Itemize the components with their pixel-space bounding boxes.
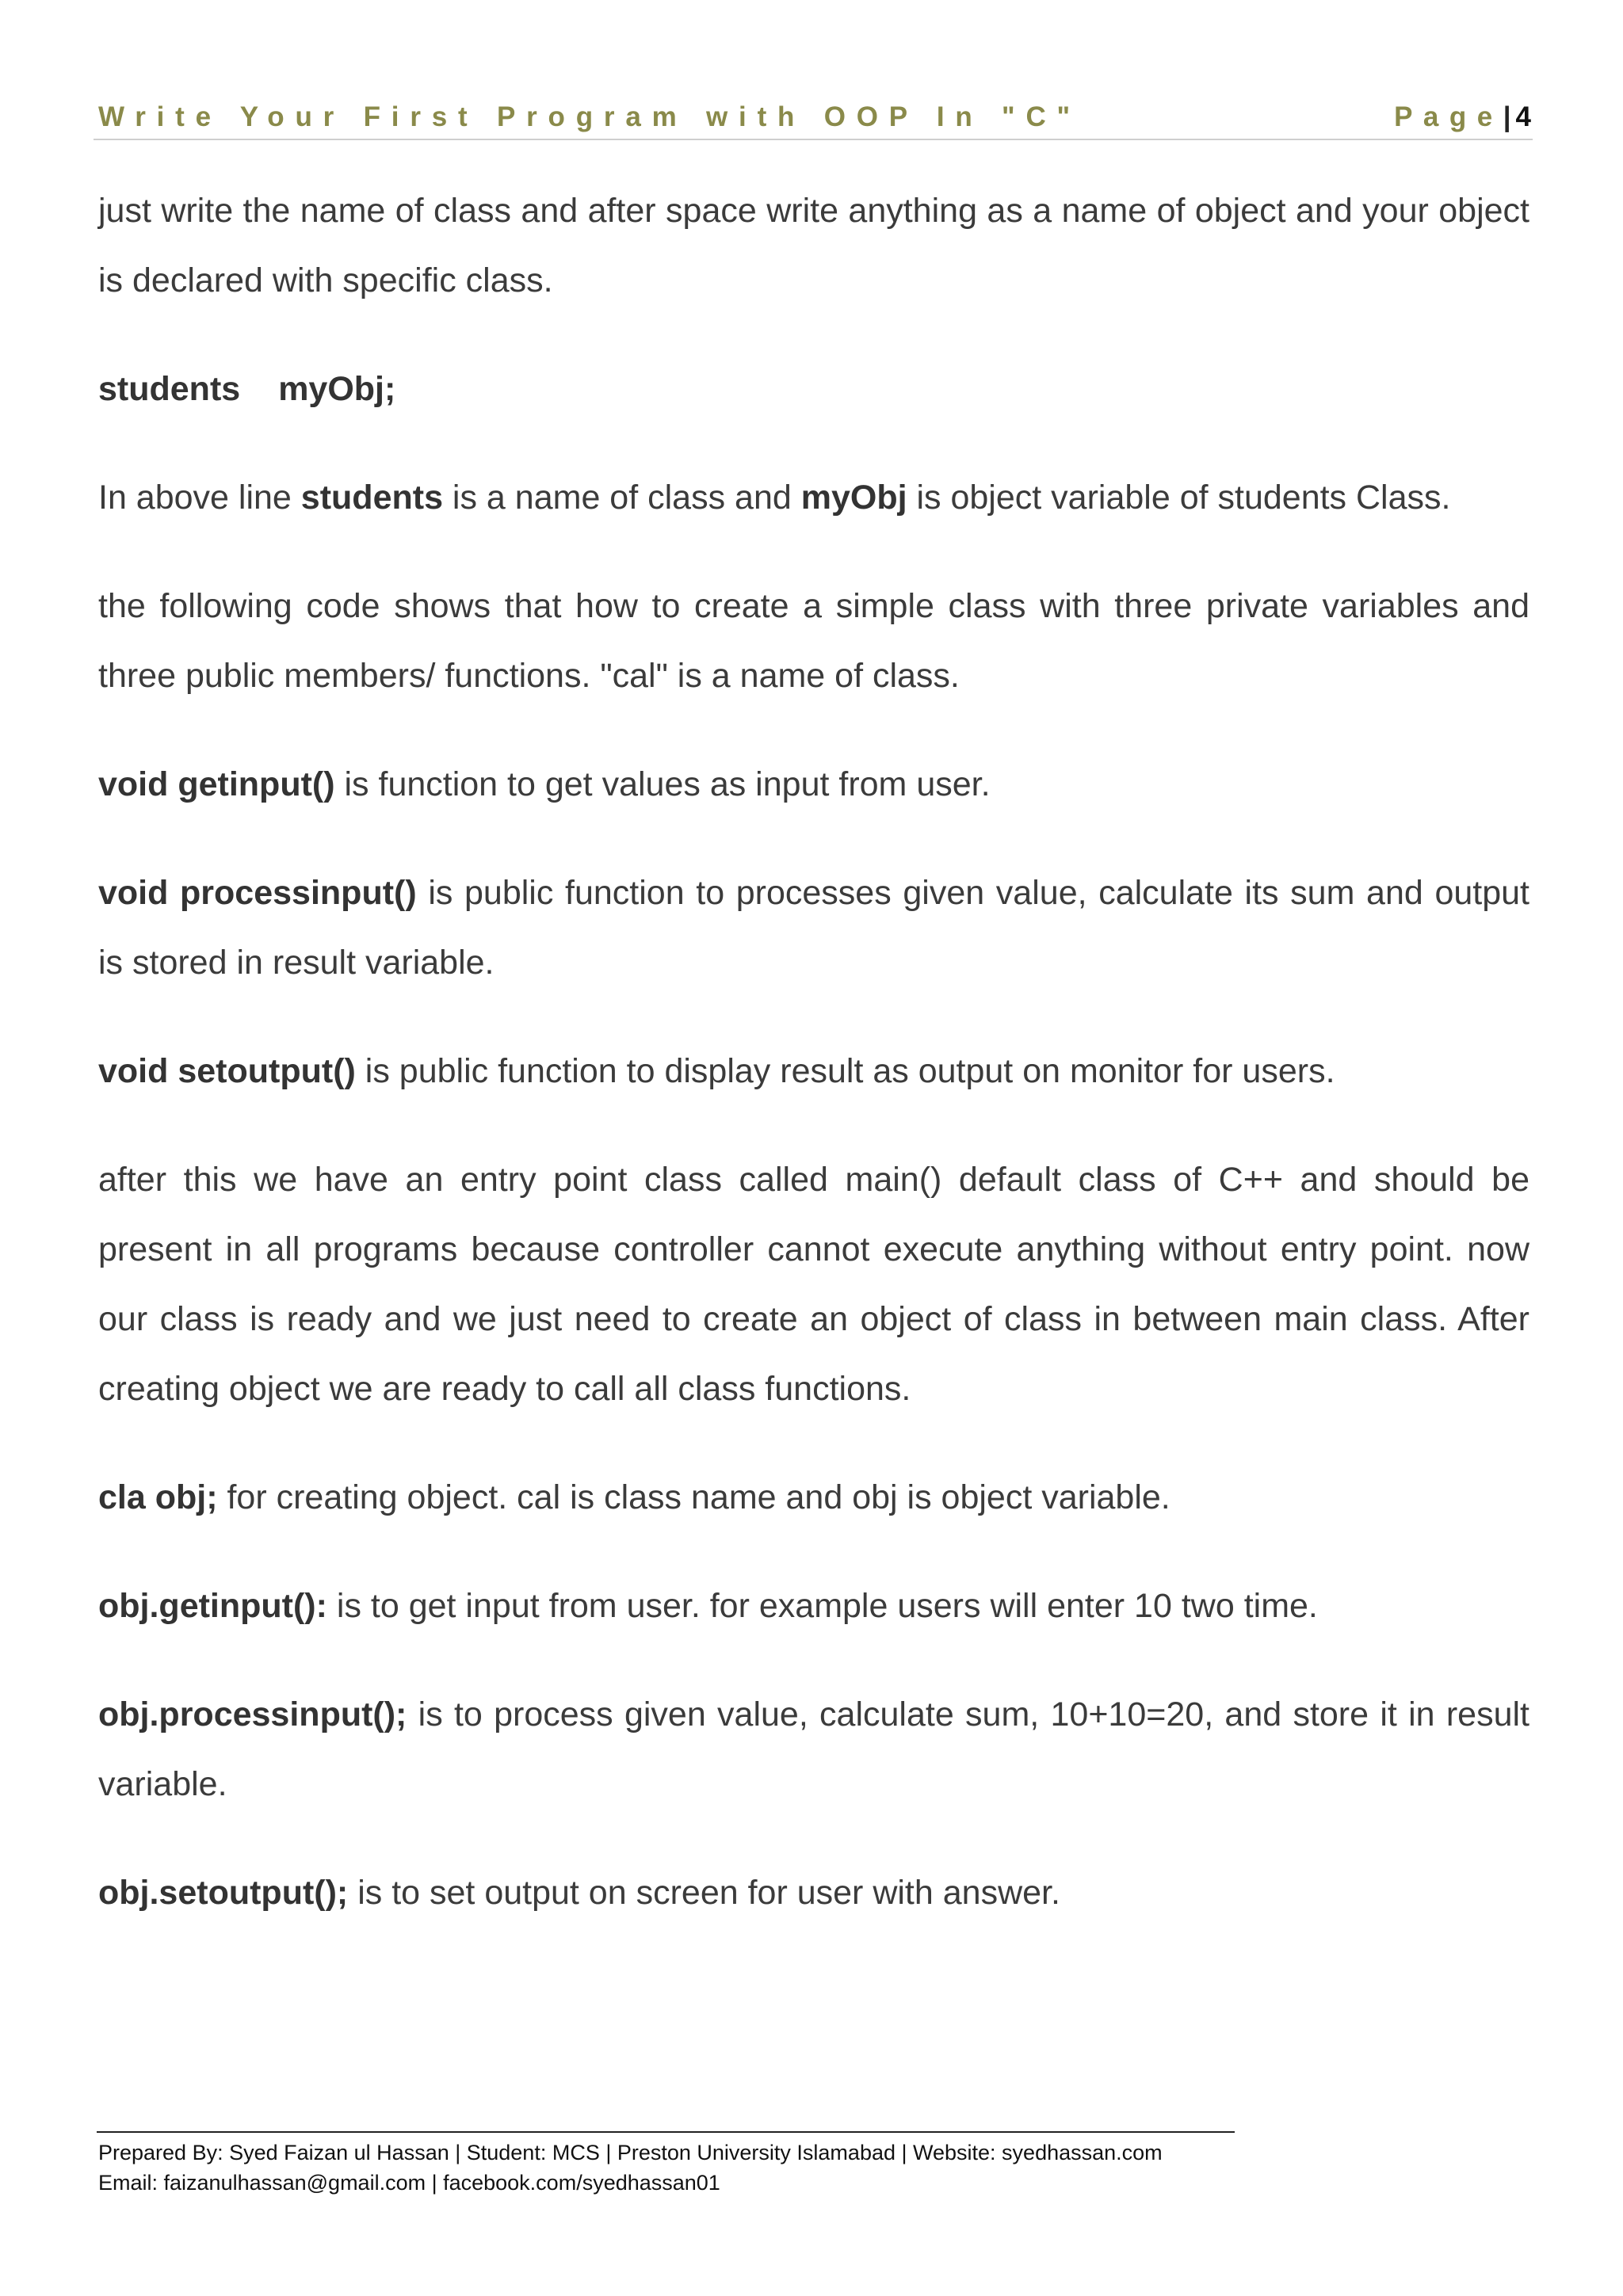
code-object-name: myObj;	[278, 370, 396, 408]
header-page-indicator	[1394, 101, 1531, 133]
footer-line-author: Prepared By: Syed Faizan ul Hassan | Student: MCS | Preston University Islamabad | Website: syedhassan.com	[98, 2141, 1163, 2164]
header-divider	[94, 139, 1533, 140]
text-segment: is public function to display result as output on monitor for users.	[355, 1052, 1335, 1090]
header-page-number: 4	[1515, 101, 1531, 132]
text-segment: is object variable of students Class.	[907, 479, 1451, 517]
paragraph-setoutput	[98, 1036, 1529, 1106]
paragraph-cla-obj	[98, 1463, 1529, 1532]
page-header	[97, 98, 1531, 138]
paragraph-obj-setoutput	[98, 1858, 1529, 1928]
bold-term-myobj: myObj	[800, 479, 907, 517]
bold-term-obj-setoutput: obj.setoutput();	[98, 1874, 349, 1912]
paragraph-obj-getinput	[98, 1571, 1529, 1641]
text-segment: is to process given value, calculate sum, 10+10=20, and store it in result variable.	[98, 1695, 1529, 1803]
bold-term-obj-getinput: obj.getinput():	[98, 1587, 327, 1625]
page-body	[98, 176, 1529, 1966]
paragraph-object-declaration: just write the name of class and after space write anything as a name of object and your object is declared with specific class.	[98, 192, 1529, 299]
bold-term-cla-obj: cla obj;	[98, 1478, 218, 1516]
bold-term-processinput: void processinput()	[98, 874, 417, 912]
paragraph-following-code: the following code shows that how to create a simple class with three private variables and three public members/ functions. "cal" is a name of class.	[98, 587, 1529, 695]
text-segment: for creating object. cal is class name and obj is object variable.	[217, 1478, 1170, 1516]
paragraph-above-line	[98, 463, 1529, 532]
text-segment: In above line	[98, 479, 301, 517]
header-page-separator: |	[1503, 101, 1511, 132]
bold-term-students: students	[300, 479, 443, 517]
text-segment: is to set output on screen for user with answer.	[348, 1874, 1060, 1912]
code-line-students-myobj	[98, 354, 1529, 424]
footer-divider	[97, 2131, 1235, 2133]
bold-term-getinput: void getinput()	[98, 765, 335, 803]
text-segment: is function to get values as input from user.	[334, 765, 991, 803]
code-class-name: students	[98, 370, 241, 408]
text-segment: is public function to processes given value, calculate its sum and output is stored in result variable.	[98, 874, 1529, 982]
text-segment: is a name of class and	[442, 479, 801, 517]
paragraph-obj-processinput	[98, 1680, 1529, 1819]
header-title: Write Your First Program with OOP In "C"	[98, 101, 1081, 132]
text-segment: is to get input from user. for example users will enter 10 two time.	[327, 1587, 1318, 1625]
paragraph-processinput	[98, 858, 1529, 997]
paragraph-getinput	[98, 749, 1529, 819]
paragraph-entry-point: after this we have an entry point class called main() default class of C++ and should be present in all programs because controller cannot execute anything without entry point. now our class is ready and we just need to create an object of class in between main class. After creating object we are ready to call all class functions.	[98, 1161, 1529, 1408]
header-page-label: Page	[1394, 101, 1503, 132]
footer-line-contact: Email: faizanulhassan@gmail.com | facebook.com/syedhassan01	[98, 2171, 720, 2195]
bold-term-setoutput: void setoutput()	[98, 1052, 356, 1090]
bold-term-obj-processinput: obj.processinput();	[98, 1695, 407, 1733]
page-footer	[98, 2138, 1163, 2198]
